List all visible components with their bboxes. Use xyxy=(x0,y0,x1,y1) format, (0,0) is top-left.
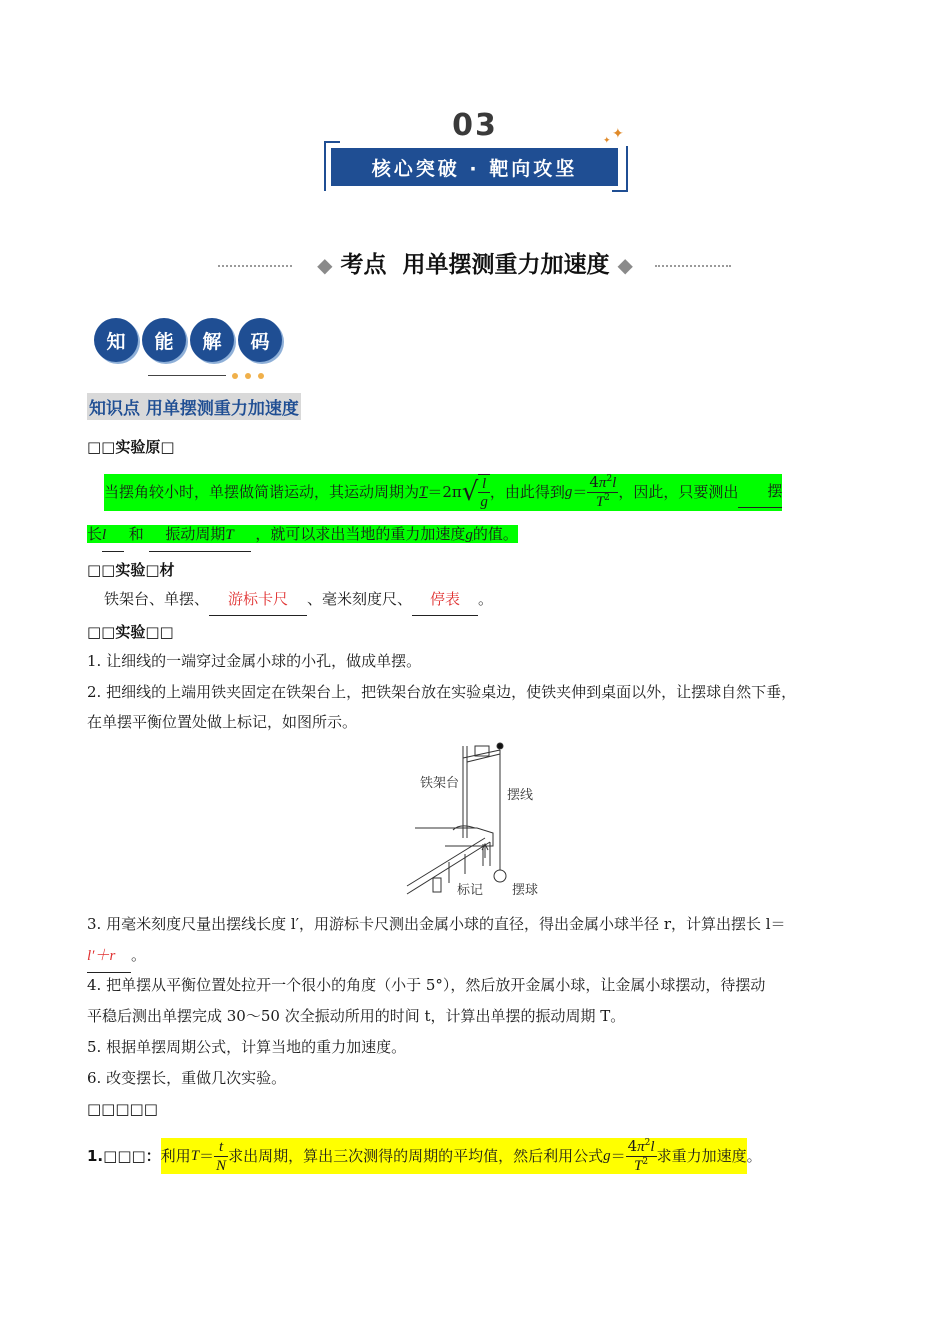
figure-label-string: 摆线 xyxy=(507,788,534,803)
equipment-text: 铁架台、单摆、 xyxy=(104,590,210,608)
principle-text: 和 xyxy=(128,525,144,543)
step-4-line-1: 4. 把单摆从平衡位置处拉开一个很小的角度（小于 5°），然后放开金属小球，让金属小球摆动，待摆动 xyxy=(87,976,766,994)
equipment-line xyxy=(104,584,493,616)
equipment-text: 。 xyxy=(478,590,494,608)
data-text: 求重力加速度 xyxy=(656,1146,747,1165)
step-3-line-1: 3. 用毫米刻度尺量出摆线长度 l′，用游标卡尺测出金属小球的直径，得出金属小球半径 r，计算出摆长 l＝ xyxy=(87,915,786,933)
sparkle-small-icon: ✦ xyxy=(603,136,611,146)
item-label: □□□： xyxy=(103,1146,161,1165)
data-item-1 xyxy=(87,1134,762,1178)
diamond-icon: ◆ xyxy=(617,253,633,277)
chapter-banner: 核心突破 · 靶向攻坚 xyxy=(331,148,618,186)
blank-length-l: l xyxy=(102,527,107,543)
badge-jie: 解 xyxy=(190,318,234,362)
topic-heading xyxy=(0,246,950,279)
blank-length-a: 摆 xyxy=(738,476,782,508)
data-text: 利用 xyxy=(160,1146,191,1165)
step-3-end: 。 xyxy=(131,946,147,964)
formula-g-calc: g ＝ $\frac{4\pi^2l}{T^2}$ xyxy=(603,1137,655,1174)
principle-line-1 xyxy=(104,470,782,514)
badge-neng: 能 xyxy=(142,318,186,362)
principle-text: 当摆角较小时，单摆做简谐运动，其运动周期为 xyxy=(104,482,420,501)
principle-text: 的值。 xyxy=(472,525,518,543)
blank-period: 振动周期 xyxy=(165,525,226,543)
principle-text: 长 xyxy=(87,525,103,543)
blank-vernier-caliper: 游标卡尺 xyxy=(209,584,307,616)
data-text: 求出周期，算出三次测得的周期的平均值，然后利用公式 xyxy=(228,1146,604,1165)
principle-text: ，就可以求出当地的重力加速度 xyxy=(255,525,466,543)
step-2-line-2: 在单摆平衡位置处做上标记，如图所示。 xyxy=(87,713,358,731)
pendulum-diagram xyxy=(405,738,555,900)
principle-text: ，由此得到 xyxy=(489,482,565,501)
section-principle-heading: □□实验原□ xyxy=(87,438,175,456)
dot-icon xyxy=(232,373,238,379)
badge-zhi: 知 xyxy=(94,318,138,362)
knowledge-point-title: 知识点 用单摆测重力加速度 xyxy=(87,393,301,420)
principle-line-2 xyxy=(87,519,518,552)
figure-label-stand: 铁架台 xyxy=(420,776,460,791)
formula-period: T ＝2π √ $\frac{l}{g}$ xyxy=(419,475,488,510)
diamond-icon: ◆ xyxy=(317,253,333,277)
topic-title: 考点 用单摆测重力加速度 xyxy=(340,252,610,278)
step-5: 5. 根据单摆周期公式，计算当地的重力加速度。 xyxy=(87,1038,407,1056)
badge-ma: 码 xyxy=(238,318,282,362)
blank-stopwatch: 停表 xyxy=(412,584,478,616)
formula-g: g ＝ $\frac{4\pi^2l}{T^2}$ xyxy=(564,473,617,510)
section-data-heading: □□□□□ xyxy=(87,1100,158,1118)
formula-T-mean: T ＝ $\frac{t}{N}$ xyxy=(190,1139,227,1174)
step-1: 1. 让细线的一端穿过金属小球的小孔，做成单摆。 xyxy=(87,652,422,670)
section-equipment-heading: □□实验□材 xyxy=(87,561,175,579)
badge-divider xyxy=(148,375,226,376)
principle-text: ，因此，只要测出 xyxy=(618,482,739,501)
blank-period-T: T xyxy=(225,527,234,543)
section-steps-heading: □□实验□□ xyxy=(87,623,174,641)
dot-icon xyxy=(258,373,264,379)
dot-icon xyxy=(245,373,251,379)
step-2-line-1: 2. 把细线的上端用铁夹固定在铁架台上，把铁架台放在实验桌边，使铁夹伸到桌面以外，让摆球自然下垂， xyxy=(87,683,797,701)
sparkle-icon: ✦ xyxy=(612,126,624,142)
item-number: 1. xyxy=(87,1146,104,1165)
data-text-end: 。 xyxy=(746,1146,762,1165)
figure-label-mark: 标记 xyxy=(457,883,484,898)
chapter-number: 03 xyxy=(452,108,498,143)
equipment-text: 、毫米刻度尺、 xyxy=(307,590,413,608)
step-3-line-2 xyxy=(87,940,146,973)
g-symbol: g xyxy=(465,527,473,543)
figure-label-ball: 摆球 xyxy=(512,883,539,898)
blank-pendulum-length: l′＋r xyxy=(87,948,116,964)
step-6: 6. 改变摆长，重做几次实验。 xyxy=(87,1069,287,1087)
step-4-line-2: 平稳后测出单摆完成 30～50 次全振动所用的时间 t，计算出单摆的振动周期 T。 xyxy=(87,1007,626,1025)
